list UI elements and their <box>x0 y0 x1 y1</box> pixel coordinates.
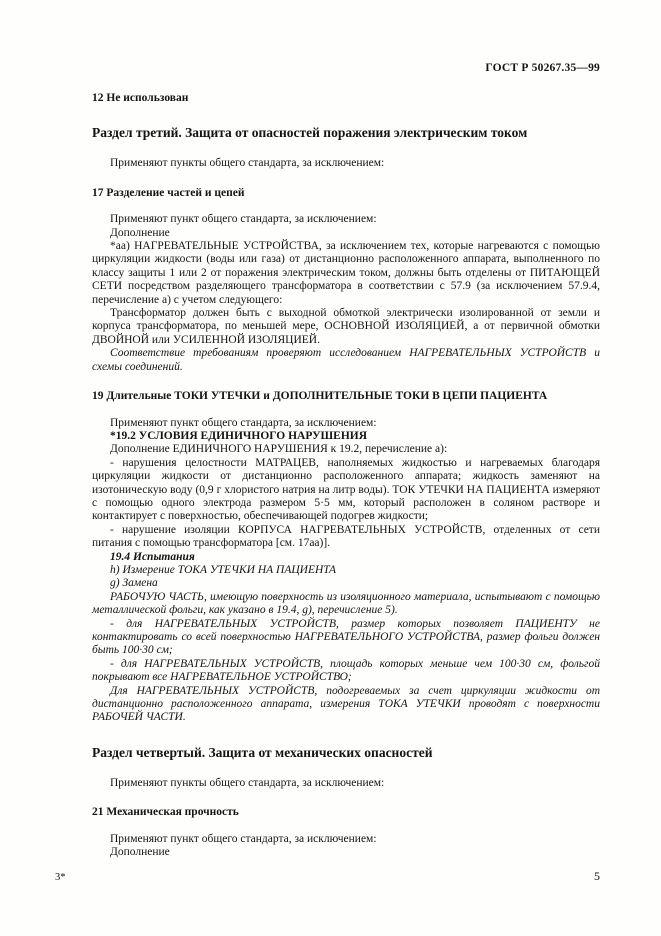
clause-17-heading: 17 Разделение частей и цепей <box>92 186 245 199</box>
clause-12-heading: 12 Не использован <box>92 92 189 104</box>
clause-19-2-item-insulation: - нарушение изоляции КОРПУСА НАГРЕВАТЕЛЬНЫХ УСТРОЙСТВ, отделенных от сети питания с помощью трансформатора [см. 17аа)]. <box>92 523 600 550</box>
clause-19-4-foil-size: - для НАГРЕВАТЕЛЬНЫХ УСТРОЙСТВ, размер которых позволяет ПАЦИЕНТУ не контактировать со всей поверхностью НАГРЕВАТЕЛЬНОГО УСТРОЙСТВА, размер фольги должен быть 100·30 см; <box>92 617 600 657</box>
clause-21-intro: Применяют пункт общего стандарта, за исключением: <box>110 832 377 845</box>
clause-19-2-item-mattresses: - нарушения целостности МАТРАЦЕВ, наполняемых жидкостью и нагреваемых благодаря циркуляции жидкости от дистанционно расположенного аппарата; жидкость заменяют на изотоническую воду (0,9 г хлористого натрия на литр воды). ТОК УТЕЧКИ НА ПАЦИЕНТА измеряют с помощью одного электрода размером 5·5 мм, который расположен в соляном растворе и контактирует с поверхностью, обеспечивающей подогрев жидкости; <box>92 456 600 523</box>
clause-19-4-liquid-heated: Для НАГРЕВАТЕЛЬНЫХ УСТРОЙСТВ, подогреваемых за счет циркуляции жидкости от дистанционно расположенного аппарата, измерения ТОКА УТЕЧКИ проводят с поверхности РАБОЧЕЙ ЧАСТИ. <box>92 684 600 724</box>
clause-17-aa: *аа) НАГРЕВАТЕЛЬНЫЕ УСТРОЙСТВА, за исключением тех, которые нагреваются с помощью циркуляции жидкости (воды или газа) от дистанционно расположенного аппарата, выполненного по классу защиты 1 или 2 от поражения электрическим током, должны быть отделены от ПИТАЮЩЕЙ СЕТИ посредством разделяющего трансформатора в соответствии с 57.9 (за исключением 57.9.4, перечисление а) с учетом следующего: <box>92 240 600 306</box>
section-3-heading: Раздел третий. Защита от опасностей поражения электрическим током <box>92 125 528 141</box>
clause-19-2-heading: *19.2 УСЛОВИЯ ЕДИНИЧНОГО НАРУШЕНИЯ <box>110 429 368 442</box>
clause-17-intro: Применяют пункт общего стандарта, за исключением: <box>110 213 377 226</box>
clause-17-addition-label: Дополнение <box>110 226 170 239</box>
clause-17-compliance-note: Соответствие требованиям проверяют исследованием НАГРЕВАТЕЛЬНЫХ УСТРОЙСТВ и схемы соединений. <box>92 347 600 373</box>
clause-21-addition-label: Дополнение <box>110 846 170 859</box>
section-4-heading: Раздел четвертый. Защита от механических опасностей <box>92 744 433 760</box>
clause-19-4-heading: 19.4 Испытания <box>110 550 195 563</box>
clause-17-transformer: Трансформатор должен быть с выходной обмоткой электрически изолированной от земли и корпуса трансформатора, по меньшей мере, ОСНОВНОЙ ИЗОЛЯЦИЕЙ, а от первичной обмотки ДВОЙНОЙ или УСИЛЕННОЙ ИЗОЛЯЦИЕЙ. <box>92 307 600 346</box>
clause-19-intro: Применяют пункт общего стандарта, за исключением: <box>110 416 377 429</box>
signature-mark: 3* <box>55 872 66 883</box>
clause-21-heading: 21 Механическая прочность <box>92 806 239 819</box>
clause-19-heading: 19 Длительные ТОКИ УТЕЧКИ и ДОПОЛНИТЕЛЬНЫЕ ТОКИ В ЦЕПИ ПАЦИЕНТА <box>92 390 548 403</box>
document-code: ГОСТ Р 50267.35—99 <box>485 62 600 74</box>
clause-19-4-h: h) Измерение ТОКА УТЕЧКИ НА ПАЦИЕНТА <box>110 563 336 576</box>
document-body <box>92 92 600 859</box>
clause-19-4-foil-small: - для НАГРЕВАТЕЛЬНЫХ УСТРОЙСТВ, площадь которых меньше чем 100·30 см, фольгой покрывают все НАГРЕВАТЕЛЬНОЕ УСТРОЙСТВО; <box>92 657 600 684</box>
page-number: 5 <box>594 869 600 883</box>
clause-19-4-g: g) Замена <box>110 577 158 590</box>
section-3-intro: Применяют пункты общего стандарта, за исключением: <box>110 157 385 170</box>
clause-19-4-working-part: РАБОЧУЮ ЧАСТЬ, имеющую поверхность из изоляционного материала, испытывают с помощью металлической фольги, как указано в 19.4, g), перечисление 5). <box>92 590 600 617</box>
section-4-intro: Применяют пункты общего стандарта, за исключением: <box>110 776 385 789</box>
clause-19-2-addition: Дополнение ЕДИНИЧНОГО НАРУШЕНИЯ к 19.2, перечисление а): <box>110 443 448 456</box>
